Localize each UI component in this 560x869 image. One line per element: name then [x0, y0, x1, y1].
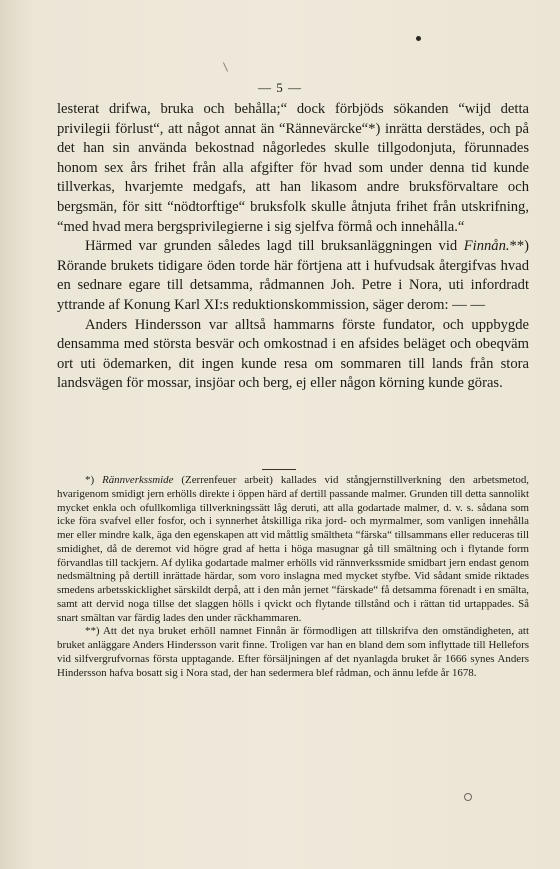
main-text [57, 100, 529, 394]
footnotes [57, 474, 529, 680]
paper-ring-mark [464, 793, 472, 801]
footnote-1-marker: *) [85, 474, 103, 486]
paragraph-3: Anders Hindersson var alltså hammarns förste fundator, och uppbygde densamma med största besvär och omkostnad i en afsides beläget och obeqväm ort uti ödemarken, dit ingen kunde resa om sommaren till lands från stora landsvägen för mossar, insjöar och berg, ej eller någon körning kunde göras. [57, 316, 529, 392]
paragraph-1: lesterat drifwa, bruka och behålla;“ dock förbjöds sökanden “wijd detta privilegii förlust“, att något annat än “Rännevärcke“*) inrätta derstädes, och på det han sin använda bekostnad någorledes skulle tillgodonjuta, förunnades honom sex års frihet från alla afgifter för hvad som under denna tid kunde tillverkas, hvarjemte medgafs, att han likasom andre bruksförvaltare och bergsmän, för sitt “nödtorftige“ bruksfolk skulle åtnjuta frihet från utskrifning, “med hvad mera bergsprivilegierne i sig sjelfva förmå och innehålla.“ [57, 101, 529, 235]
paragraph-2-text-b: **) Rörande brukets tidigare öden torde här förtjena att i hufvudsak återgifvas hvad en sednare egare till detsamma, rådmannen Joh. Petre i Nora, uti infordradt yttrande af Konung Karl XI:s reduktionskommission, säger derom: — — [57, 238, 529, 313]
footnote-1-term: Rännverkssmide [102, 474, 174, 486]
ink-speck [416, 36, 421, 41]
footnote-1 [57, 474, 529, 625]
footnote-1-text: (Zerrenfeuer arbeit) kallades vid stångjernstillverkning den arbetsmetod, hvarigenom smidigt jern erhölls direkte i öppen härd af dertill passande malmer. Grunden till detta sannolikt mycket enkla och ofullkomliga tillverkningssätt låg deruti, att alla godartade malmer, d. v. s. sådana som icke föra svafvel eller fosfor, och i synnerhet åtskilliga rika jord- och myrmalmer, som vanligen innehålla mer eller mindre kalk, äga den egenskapen att vid måttlig smältheta “färska“ tillsammans eller reduceras till smidighet, då de deremot vid högre grad af hetta i höga masugnar gå till smältning och i flytande form förvandlas till tackjern. Af dylika godartade malmer erhölls vid rännverkssmide smidbart jern endast genom nedsmältning på dertill inrättade härdar, som voro inslagna med mycket styfbe. Vid sådant smide riktades smedens arbetsskicklighet särskildt derpå, att i den mån jernet “färskade“ få detsamma förenadt i en smälta, samt att dervid noga tillse det slaggen hölls i qvickt och flytande tillstånd och i rättan tid urtappades. Så snart smältan var färdig lades den under räckhammaren. [57, 474, 530, 624]
paragraph-2 [57, 237, 529, 315]
place-name-finnan: Finnån. [463, 238, 510, 255]
page-number: — 5 — [258, 80, 302, 95]
footnote-divider [262, 469, 296, 470]
paragraph-2-text-a: Härmed var grunden således lagd till bruksanläggningen vid [85, 238, 464, 255]
paper-mark [223, 62, 228, 71]
footnote-2: **) Att det nya bruket erhöll namnet Finnån är förmodligen att tillskrifva den omständigheten, att bruket anläggare Anders Hindersson varit finne. Troligen var han en bland dem som inflyttade till Hellefors vid silfvergrufvornas första upptagande. Efter försäljningen af det nyanlagda bruket år 1666 synes Anders Hindersson hafva bosatt sig i Nora stad, der han sedermera blef rådman, och ännu lefde år 1678. [57, 625, 529, 679]
